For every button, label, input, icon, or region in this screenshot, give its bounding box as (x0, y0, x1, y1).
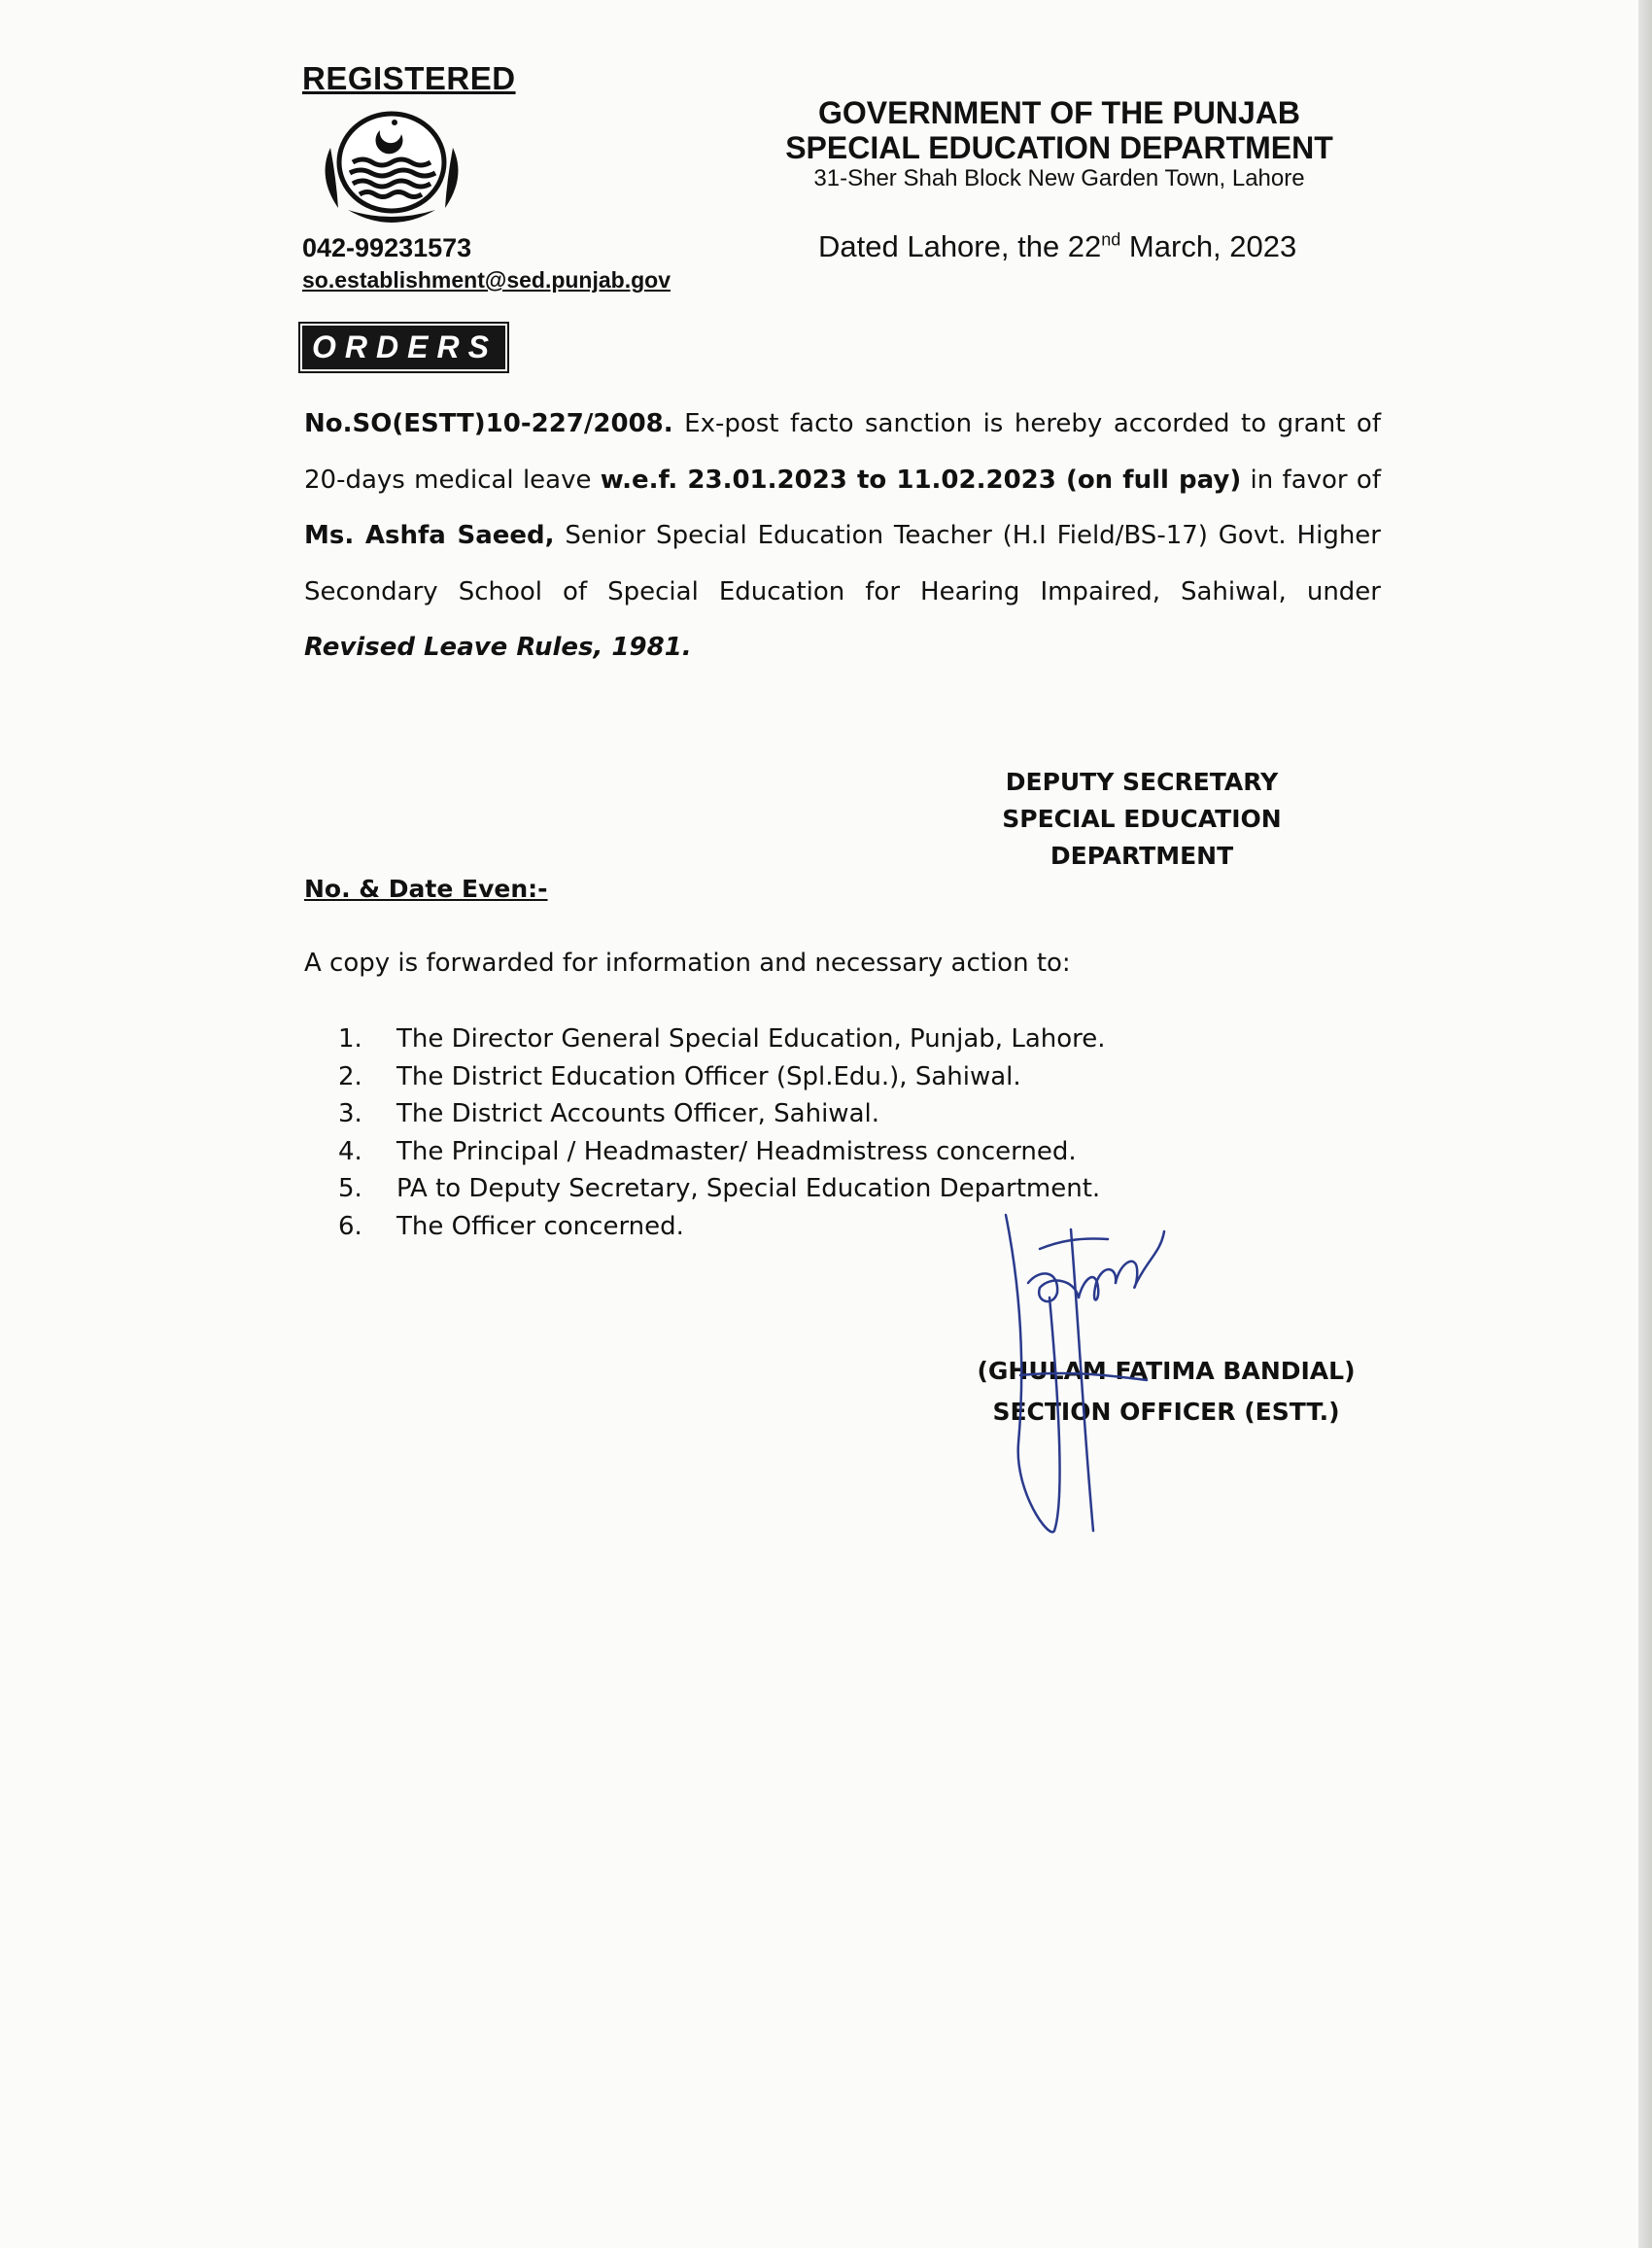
list-number: 1. (338, 1024, 362, 1054)
phone-number: 042-99231573 (302, 233, 472, 262)
order-text-2: in favor of (1241, 465, 1381, 495)
date-ordinal: nd (1101, 229, 1121, 250)
handwritten-signature (981, 1210, 1234, 1540)
date-line (818, 229, 1296, 264)
list-number: 6. (338, 1211, 362, 1241)
order-text-1: Ex-post facto sanction is hereby accorded to grant of 20-days medical leave (304, 409, 1381, 495)
order-body (304, 397, 1381, 676)
date-prefix: Dated Lahore, the 22 (818, 229, 1102, 263)
department-address: 31-Sher Shah Block New Garden Town, Lahore (813, 165, 1305, 191)
signatory-title: SECTION OFFICER (ESTT.) (992, 1398, 1340, 1426)
registered-label: REGISTERED (302, 60, 516, 96)
order-text-3: Senior Special Education Teacher (H.I Field/BS-17) Govt. Higher Secondary School of Special Education for Hearing Impaired, Sahiwal, under (304, 521, 1381, 606)
list-text: The District Education Officer (Spl.Edu.), Sahiwal. (396, 1061, 1021, 1091)
list-text: The District Accounts Officer, Sahiwal. (396, 1099, 879, 1128)
scan-edge (1638, 0, 1652, 2248)
orders-heading: ORDERS (302, 326, 505, 369)
list-item (338, 1095, 1106, 1133)
copy-forward-text: A copy is forwarded for information and necessary action to: (304, 949, 1071, 978)
signatory-name: (GHULAM FATIMA BANDIAL) (977, 1357, 1356, 1385)
deputy-line-2: SPECIAL EDUCATION (1002, 805, 1282, 833)
list-text: The Officer concerned. (396, 1211, 684, 1241)
letterhead (719, 95, 1399, 165)
deputy-line-3: DEPARTMENT (1050, 842, 1234, 870)
date-suffix: March, 2023 (1120, 229, 1297, 263)
list-text: PA to Deputy Secretary, Special Education Department. (396, 1174, 1101, 1203)
list-item (338, 1133, 1106, 1171)
list-item (338, 1020, 1106, 1058)
punjab-emblem-icon (309, 109, 474, 235)
list-number: 4. (338, 1136, 362, 1166)
list-item (338, 1058, 1106, 1096)
order-number: No.SO(ESTT)10-227/2008. (304, 409, 673, 438)
no-date-even-label: No. & Date Even:- (304, 875, 548, 903)
list-text: The Director General Special Education, Punjab, Lahore. (396, 1024, 1106, 1054)
list-item (338, 1170, 1106, 1208)
leave-period: w.e.f. 23.01.2023 to 11.02.2023 (on full pay) (600, 465, 1242, 495)
deputy-secretary-block (981, 764, 1302, 875)
deputy-line-1: DEPUTY SECRETARY (1005, 768, 1279, 796)
list-number: 5. (338, 1174, 362, 1203)
leave-rules: Revised Leave Rules, 1981. (304, 633, 692, 662)
list-text: The Principal / Headmaster/ Headmistress concerned. (396, 1136, 1077, 1166)
government-title: GOVERNMENT OF THE PUNJAB (817, 95, 1301, 130)
list-number: 3. (338, 1099, 362, 1128)
list-number: 2. (338, 1061, 362, 1091)
department-title: SPECIAL EDUCATION DEPARTMENT (785, 130, 1333, 165)
email-link[interactable]: so.establishment@sed.punjab.gov (302, 267, 671, 293)
employee-name: Ms. Ashfa Saeed, (304, 521, 555, 550)
